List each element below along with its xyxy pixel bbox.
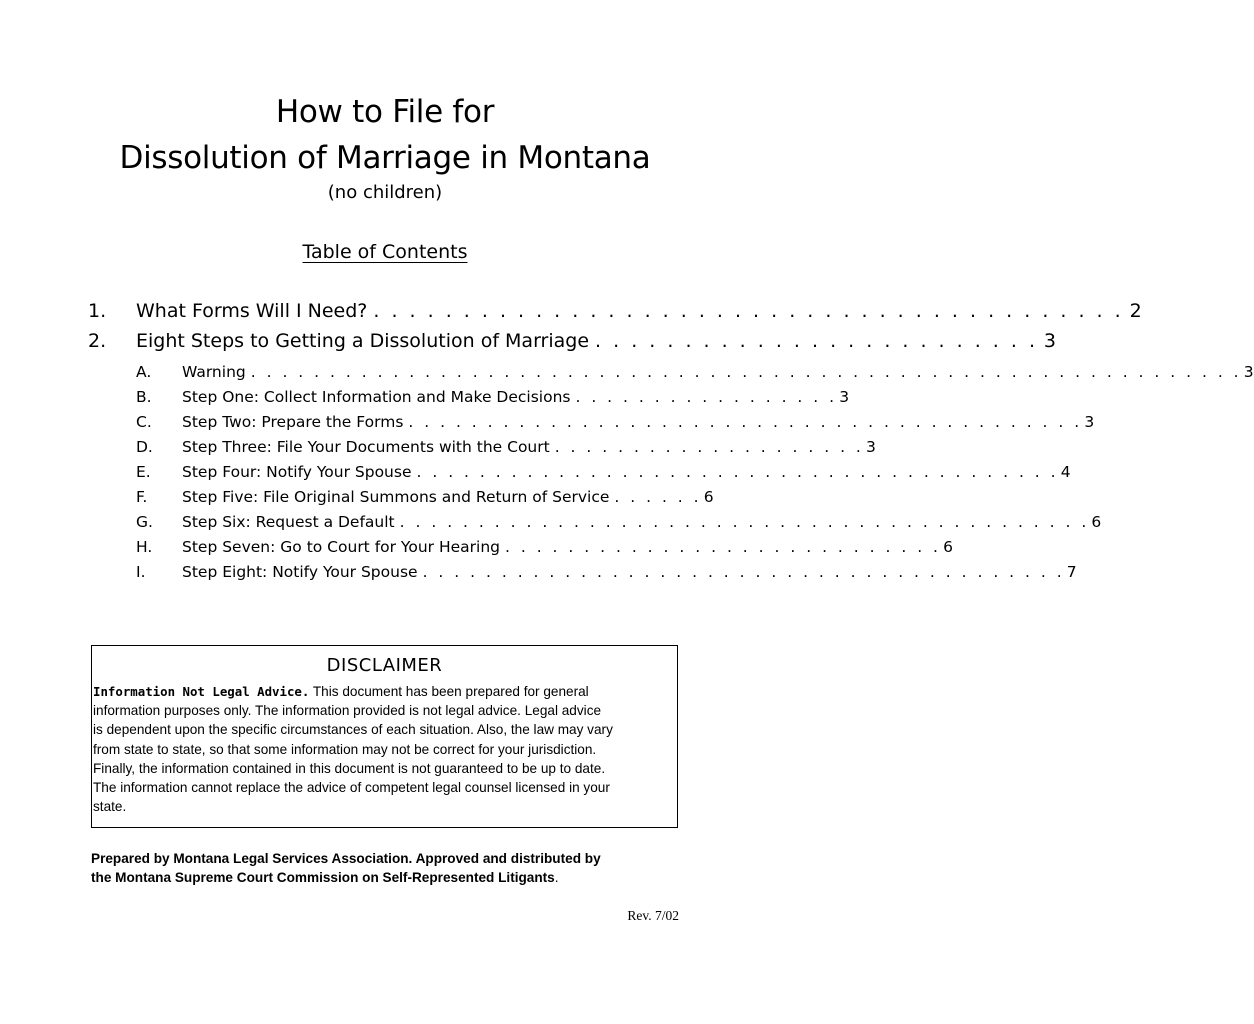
disclaimer-line: Finally, the information contained in this document is not guaranteed to be up to date. [93,760,606,776]
toc-subentry-page: 6 [943,538,953,556]
disclaimer-line: state. [93,799,127,815]
disclaimer-line-text: This document has been prepared for general [309,684,589,699]
toc-leader-dots: . . . . . . . . . . . . . . . . . . . . . . . . . . . . . . . . . . . . . . . . . [422,563,1065,581]
toc-entry [88,327,1056,355]
toc-subentry [136,535,953,559]
toc-entry-title: Eight Steps to Getting a Dissolution of Marriage [136,330,590,352]
toc-entry-title: What Forms Will I Need? [136,300,368,322]
prepared-by-note [91,849,691,887]
toc-subentry-letter: H. [136,538,153,556]
disclaimer-line: The information cannot replace the advice of competent legal counsel licensed in your [93,780,610,796]
toc-subentry [136,435,876,459]
toc-subentry-page: 6 [1091,513,1102,531]
prepared-by-line-2-text: the Montana Supreme Court Commission on Self-Represented Litigants [91,870,555,885]
toc-subentry-title: Step One: Collect Information and Make Decisions [182,388,571,406]
disclaimer-box [91,645,678,828]
toc-subentry-title: Step Two: Prepare the Forms [182,413,404,431]
toc-entry-page: 3 [1043,330,1056,352]
toc-leader-dots: . . . . . . . . . . . . . . . . . . . . [554,438,864,456]
prepared-by-period: . [554,870,559,885]
toc-subentry-page: 4 [1060,463,1071,481]
toc-leader-dots: . . . . . . . . . . . . . . . . . . . . . . . . . . . . [504,538,941,556]
toc-subentry-page: 3 [1084,413,1095,431]
toc-subentry-title: Step Five: File Original Summons and Return of Service [182,488,610,506]
toc-subentry-title: Step Four: Notify Your Spouse [182,463,412,481]
toc-subentry-letter: I. [136,563,146,581]
document-subtitle: (no children) [327,182,443,203]
toc-subentry [136,385,850,409]
prepared-by-line-2 [91,868,691,887]
toc-subentry-page: 3 [1243,363,1254,381]
toc-heading: Table of Contents [302,241,468,263]
toc-leader-dots: . . . . . . . . . . . . . . . . . . . . . . . . . . . . . . . . . . . . . . . . . . . . . . . . . . . . . . . . . . . . . . . [250,363,1242,381]
document-title-line-1: How to File for [275,94,495,130]
toc-subentry-letter: G. [136,513,153,531]
toc-subentry [136,560,1077,584]
toc-subentry [136,410,1095,434]
disclaimer-line: is dependent upon the specific circumstances of each situation. Also, the law may vary [93,722,613,738]
toc-subentry-title: Warning [182,363,246,381]
toc-entry [88,297,1142,325]
toc-leader-dots: . . . . . . . . . . . . . . . . . [575,388,838,406]
disclaimer-line: information purposes only. The information provided is not legal advice. Legal advice [93,703,602,719]
toc-subentry [136,460,1071,484]
toc-subentry-page: 3 [865,438,876,456]
toc-entry-number: 2. [88,330,107,352]
toc-subentry-letter: B. [136,388,152,406]
disclaimer-line: from state to state, so that some information may not be correct for your jurisdiction. [93,741,597,757]
toc-subentry-page: 7 [1066,563,1077,581]
toc-entry-page: 2 [1129,300,1142,322]
toc-subentry-title: Step Three: File Your Documents with the Court [182,438,550,456]
toc-subentry-page: 3 [839,388,850,406]
toc-leader-dots: . . . . . . . . . . . . . . . . . . . . . . . . . . . . . . . . . . . . . . . . . [416,463,1059,481]
toc-subentry-letter: E. [136,463,151,481]
toc-subentry [136,510,1102,534]
toc-subentry-letter: C. [136,413,152,431]
toc-subentry-letter: F. [136,488,148,506]
toc-subentry-title: Step Seven: Go to Court for Your Hearing [182,538,500,556]
toc-subentry-title: Step Eight: Notify Your Spouse [182,563,418,581]
toc-subentry-letter: D. [136,438,153,456]
document-title-line-2: Dissolution of Marriage in Montana [119,140,651,176]
toc-entry-number: 1. [88,300,107,322]
revision-date: Rev. 7/02 [627,908,679,923]
disclaimer-lead: Information Not Legal Advice. [93,684,310,699]
toc-subentry-page: 6 [703,488,714,506]
disclaimer-title: DISCLAIMER [326,655,443,676]
toc-leader-dots: . . . . . . . . . . . . . . . . . . . . . . . . . . . . . . . . . . . . . . . . . . [373,300,1124,322]
toc-subentry-title: Step Six: Request a Default [182,513,395,531]
toc-subentry [136,360,1254,384]
toc-leader-dots: . . . . . . . . . . . . . . . . . . . . . . . . . . . . . . . . . . . . . . . . . . . [408,413,1083,431]
toc-leader-dots: . . . . . . [614,488,702,506]
prepared-by-line-1: Prepared by Montana Legal Services Association. Approved and distributed by [91,851,601,866]
disclaimer-line [93,682,677,701]
toc-subentry [136,485,714,509]
disclaimer-body [93,682,677,816]
toc-leader-dots: . . . . . . . . . . . . . . . . . . . . . . . . . . . . . . . . . . . . . . . . . . . . [399,513,1090,531]
toc-leader-dots: . . . . . . . . . . . . . . . . . . . . . . . . . [595,330,1038,352]
toc-subentry-letter: A. [136,363,152,381]
